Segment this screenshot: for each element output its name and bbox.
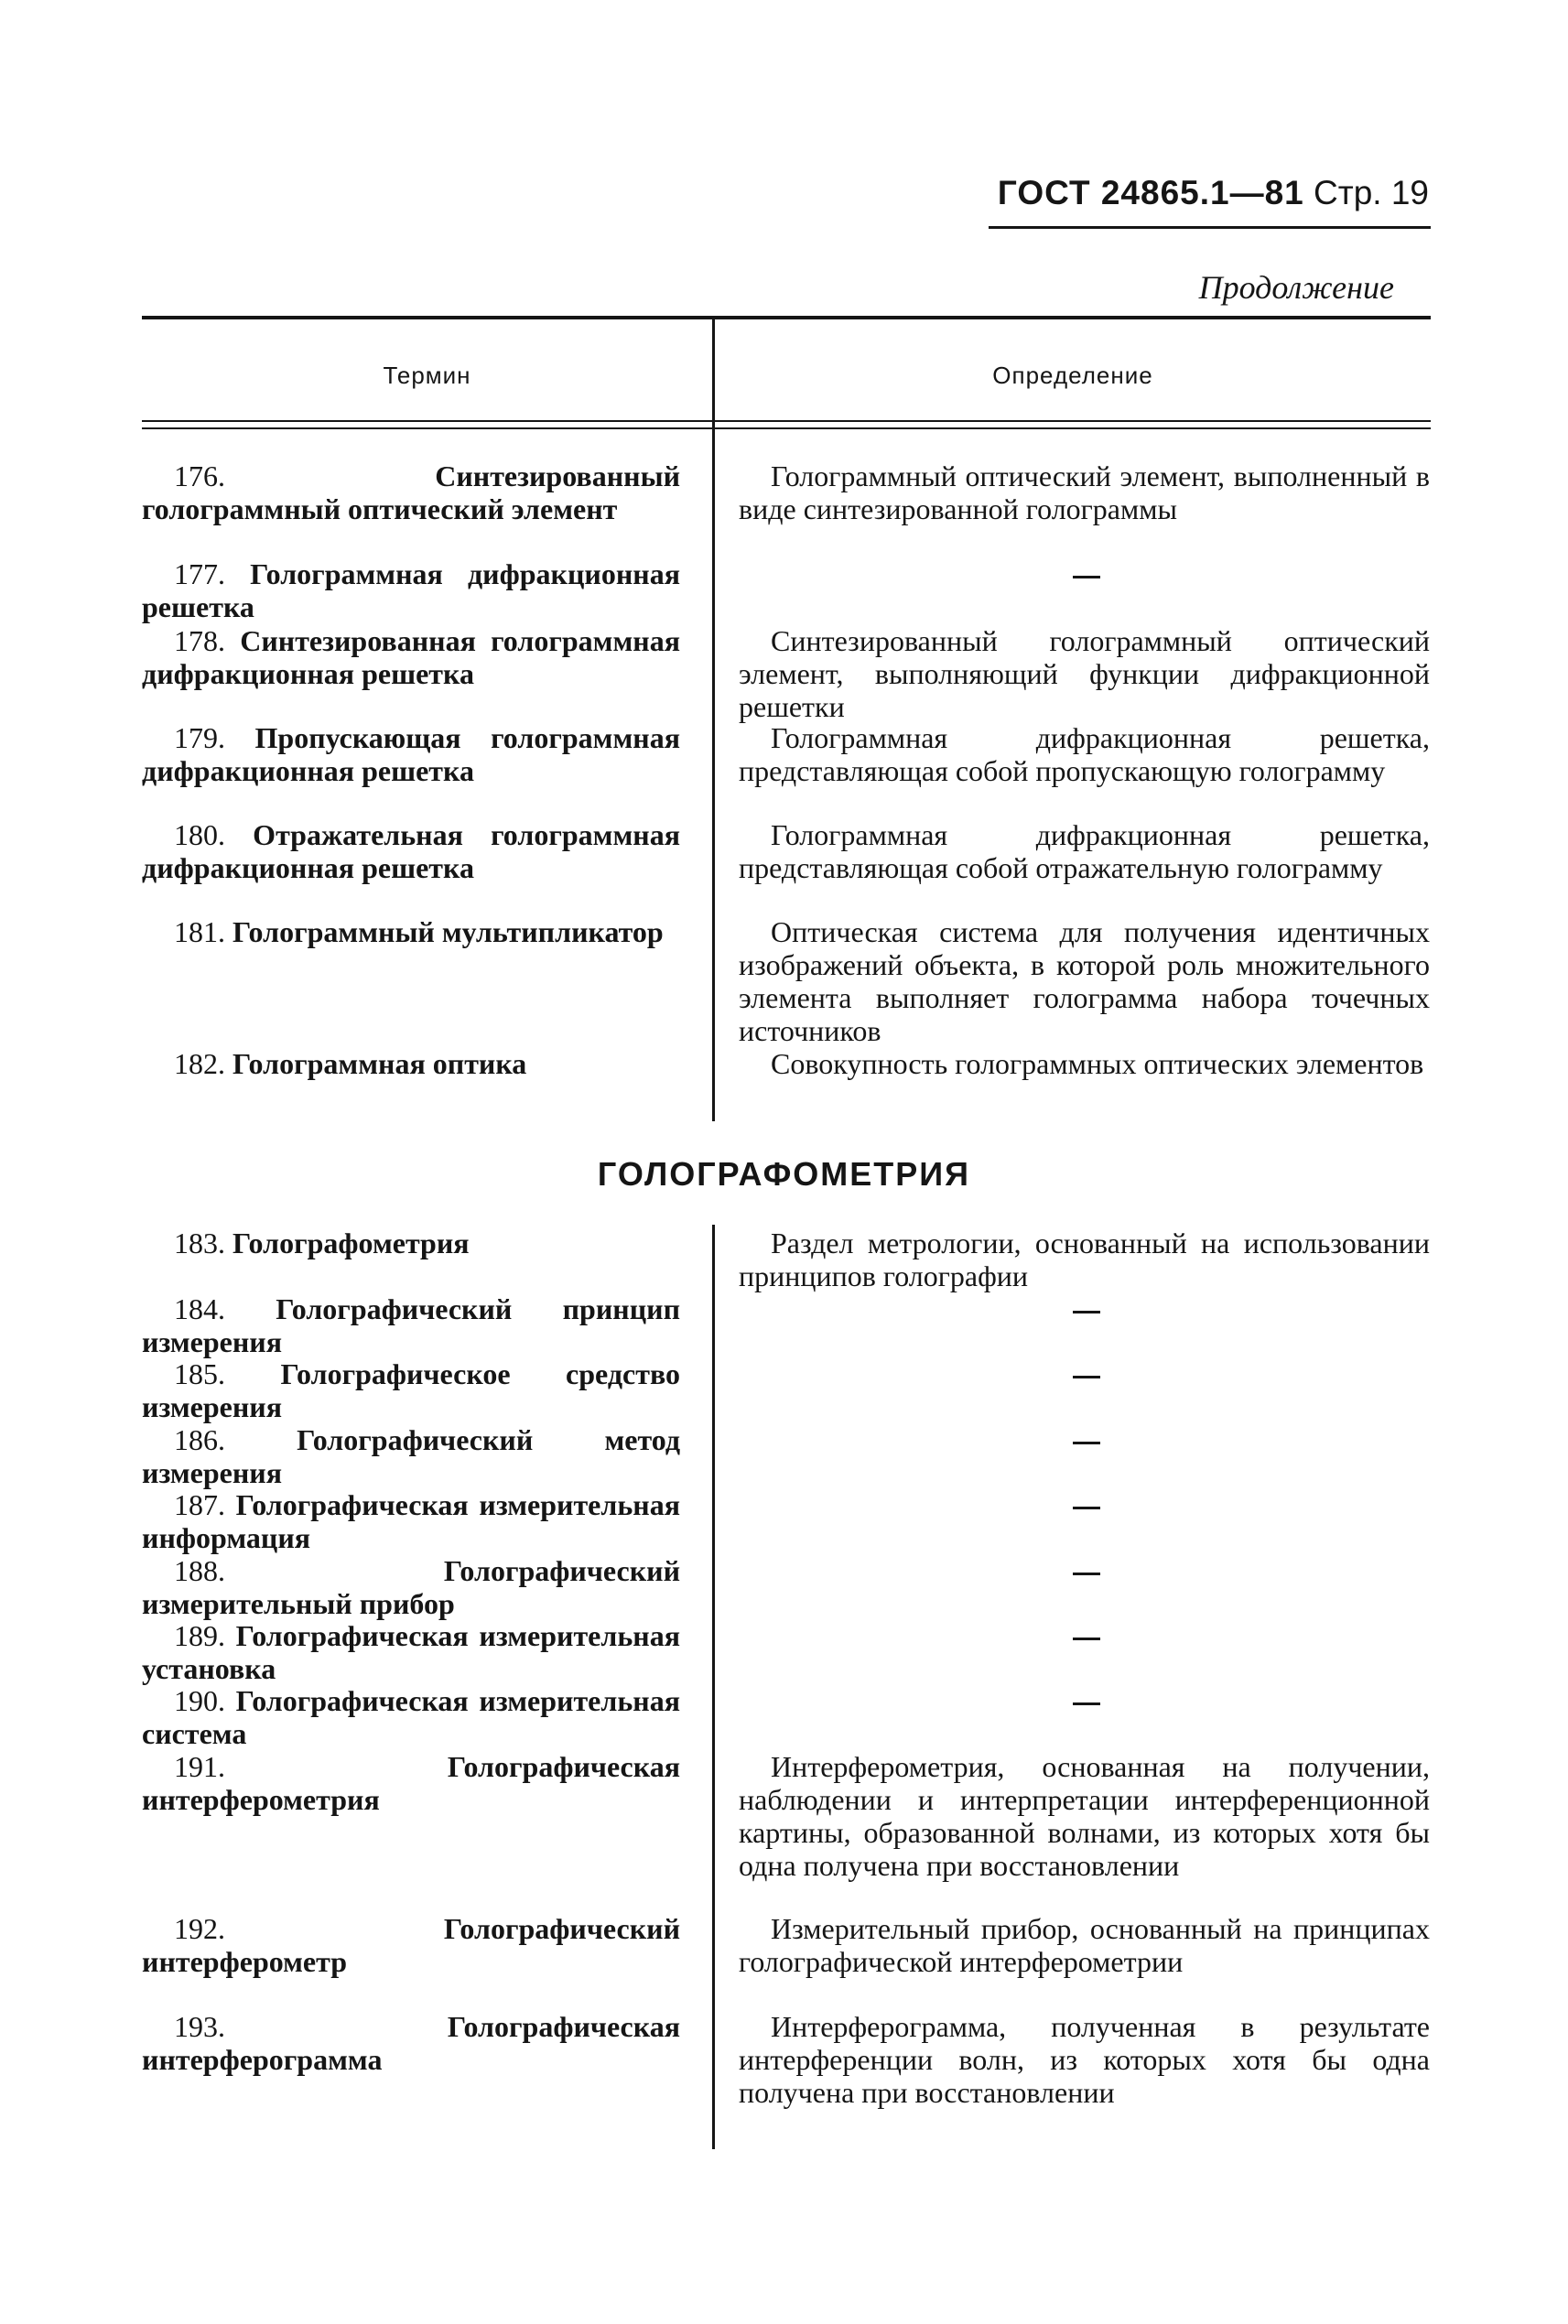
term-text: Голографическая интерферометрия xyxy=(142,1750,680,1816)
no-definition-dash xyxy=(1073,1442,1100,1444)
term-number: 180. xyxy=(174,818,225,851)
term-number: 188. xyxy=(174,1554,225,1587)
term-text: Голографическая измерительная система xyxy=(142,1684,680,1750)
term-text: Голографометрия xyxy=(232,1227,470,1259)
term-text: Голографическая интерферограмма xyxy=(142,2010,680,2076)
term-number: 183. xyxy=(174,1227,225,1259)
term-number: 186. xyxy=(174,1423,225,1456)
table-column-divider-top xyxy=(712,316,715,1121)
term-number: 176. xyxy=(174,459,225,492)
definition-text: Синтезированный голограммный оптический элемент, выполняющий функции дифракционной решетки xyxy=(739,624,1430,723)
table-column-divider-bottom xyxy=(712,1225,715,2149)
definition-text: Голограммная дифракционная решетка, представляющая собой пропускающую голограмму xyxy=(739,721,1430,787)
column-header-term: Термин xyxy=(383,362,471,389)
table-header-rule-1 xyxy=(142,420,1431,422)
term-number: 190. xyxy=(174,1684,225,1717)
definition-text: Интерферограмма, полученная в результате интерференции волн, из которых хотя бы одна получена при восстановлении xyxy=(739,2010,1430,2109)
no-definition-dash xyxy=(1073,1702,1100,1705)
page-number: Стр. 19 xyxy=(1314,174,1429,211)
table-header-rule-2 xyxy=(142,427,1431,429)
header-rule xyxy=(989,226,1431,229)
term-number: 191. xyxy=(174,1750,225,1783)
term-text: Голографическая измерительная информация xyxy=(142,1488,680,1554)
definition-text: Раздел метрологии, основанный на использовании принципов голографии xyxy=(739,1227,1430,1292)
term-number: 178. xyxy=(174,624,225,657)
term-text: Голограммная оптика xyxy=(232,1047,527,1080)
term-text: Синтезированный голограммный оптический элемент xyxy=(142,459,680,525)
term-number: 192. xyxy=(174,1912,225,1945)
no-definition-dash xyxy=(1073,1573,1100,1575)
gost-code: ГОСТ 24865.1—81 xyxy=(997,174,1304,211)
term-number: 181. xyxy=(174,915,225,948)
definition-text: Голограммный оптический элемент, выполненный в виде синтезированной голограммы xyxy=(739,459,1430,525)
term-text: Голографический метод измерения xyxy=(142,1423,681,1489)
column-header-definition: Определение xyxy=(992,362,1153,389)
table-top-rule xyxy=(142,316,1431,319)
section-title: ГОЛОГРАФОМЕТРИЯ xyxy=(597,1155,971,1193)
term-text: Отражательная голограммная дифракционная решетка xyxy=(142,818,680,884)
no-definition-dash xyxy=(1073,1638,1100,1640)
no-definition-dash xyxy=(1073,1507,1100,1509)
definition-text: Интерферометрия, основанная на получении, наблюдении и интерпретации интерференционной картины, образованной волнами, из которых хотя бы одна получена при восстановлении xyxy=(739,1750,1430,1882)
term-number: 189. xyxy=(174,1619,225,1652)
term-number: 193. xyxy=(174,2010,225,2043)
term-number: 177. xyxy=(174,557,225,590)
term-text: Голографический принцип измерения xyxy=(142,1292,680,1358)
term-text: Голограммный мультипликатор xyxy=(232,915,664,948)
term-text: Голографическая измерительная установка xyxy=(142,1619,680,1685)
page-header xyxy=(998,174,1429,212)
definition-text: Измерительный прибор, основанный на принципах голографической интерферометрии xyxy=(739,1912,1430,1978)
no-definition-dash xyxy=(1073,576,1100,578)
term-number: 185. xyxy=(174,1357,225,1390)
term-text: Голограммная дифракционная решетка xyxy=(142,557,680,623)
term-text: Голографическое средство измерения xyxy=(142,1357,680,1423)
term-text: Голографический измерительный прибор xyxy=(142,1554,680,1620)
term-text: Голографический интерферометр xyxy=(142,1912,680,1978)
no-definition-dash xyxy=(1073,1311,1100,1313)
continuation-label: Продолжение xyxy=(1198,269,1394,306)
term-number: 182. xyxy=(174,1047,225,1080)
definition-text: Оптическая система для получения идентичных изображений объекта, в которой роль множительного элемента выполняет голограмма набора точечных источников xyxy=(739,915,1430,1047)
term-text: Синтезированная голограммная дифракционная решетка xyxy=(142,624,681,690)
definition-text: Голограммная дифракционная решетка, представляющая собой отражательную голограмму xyxy=(739,818,1430,884)
definition-text: Совокупность голограммных оптических элементов xyxy=(771,1047,1424,1080)
term-number: 179. xyxy=(174,721,225,754)
term-text: Пропускающая голограммная дифракционная решетка xyxy=(142,721,681,787)
term-number: 187. xyxy=(174,1488,225,1521)
no-definition-dash xyxy=(1073,1376,1100,1378)
term-number: 184. xyxy=(174,1292,225,1325)
